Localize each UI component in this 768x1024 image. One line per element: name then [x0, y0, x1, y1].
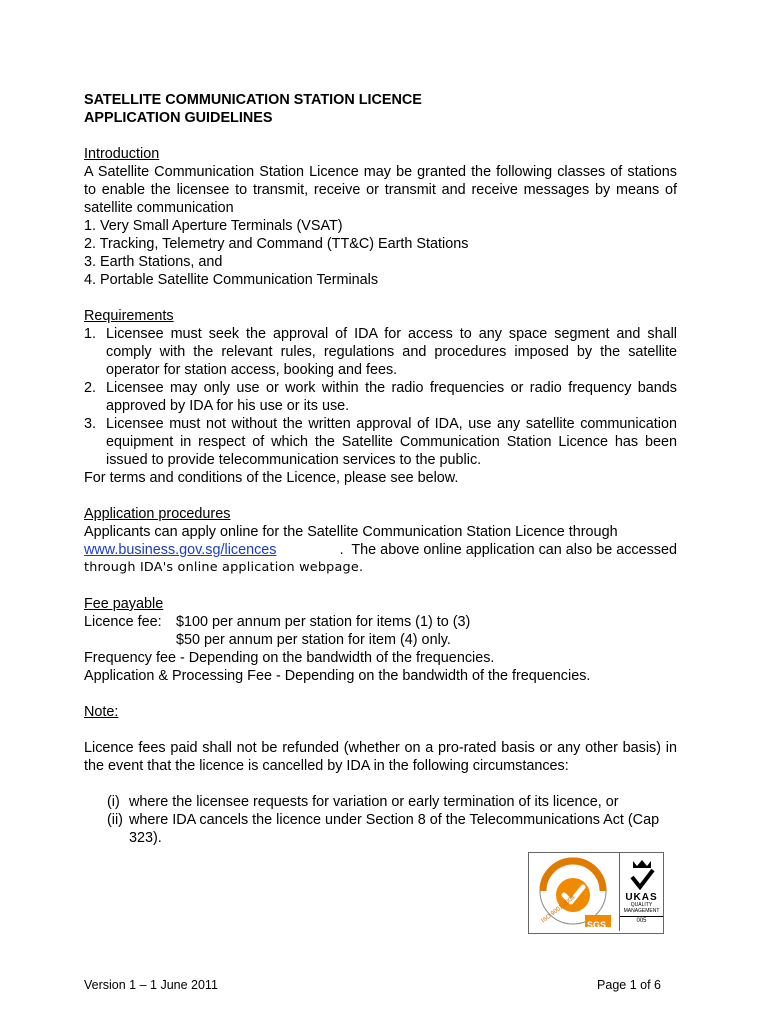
crown-tick-icon — [627, 857, 657, 891]
requirement-text: Licensee must seek the approval of IDA for access to any space segment and shall comply with the relevant rules, regulations and procedures imposed by the satellite operator for station access, booking and fees. — [106, 326, 677, 378]
application-heading: Application procedures — [84, 506, 231, 522]
intro-item: 4. Portable Satellite Communication Terminals — [84, 272, 379, 288]
circumstance-item — [107, 793, 677, 811]
circumstance-text: where IDA cancels the licence under Section 8 of the Telecommunications Act (Cap 323). — [129, 812, 660, 846]
requirement-item — [84, 325, 677, 379]
application-line-2 — [84, 541, 677, 559]
ukas-number: 005 — [620, 916, 663, 926]
intro-body: A Satellite Communication Station Licence may be granted the following classes of stations to enable the licensee to transmit, receive or transmit and receive messages by means of satellite communication — [84, 164, 677, 216]
application-line-1: Applicants can apply online for the Satellite Communication Station Licence through — [84, 524, 618, 540]
sgs-cert-label: ISO 9001:2008 — [540, 894, 577, 925]
certification-logos — [528, 852, 664, 934]
fees-heading: Fee payable — [84, 596, 164, 612]
circumstance-text: where the licensee requests for variation or early termination of its licence, or — [129, 794, 619, 810]
processing-fee: Application & Processing Fee - Depending on the bandwidth of the frequencies. — [84, 668, 591, 684]
intro-heading: Introduction — [84, 146, 160, 162]
circumstance-number: (ii) — [107, 812, 123, 828]
page-number: Page 1 of 6 — [597, 978, 661, 992]
version-label: Version 1 – 1 June 2011 — [84, 978, 218, 992]
ukas-sublabel: QUALITY MANAGEMENT — [623, 902, 660, 914]
intro-item: 1. Very Small Aperture Terminals (VSAT) — [84, 218, 343, 234]
licence-fee-row-2 — [84, 631, 677, 649]
page-footer — [84, 976, 661, 994]
requirement-item — [84, 379, 677, 415]
document-page — [84, 91, 677, 847]
requirement-number: 3. — [84, 416, 97, 432]
licence-fee-line-1: $100 per annum per station for items (1) to (3) — [176, 614, 471, 630]
intro-item: 3. Earth Stations, and — [84, 254, 223, 270]
note-body: Licence fees paid shall not be refunded (whether on a pro-rated basis or any other basis) in the event that the licence is cancelled by IDA in the following circumstances: — [84, 740, 677, 774]
circumstance-list — [84, 793, 677, 847]
requirement-number: 2. — [84, 380, 97, 396]
circumstance-number: (i) — [107, 794, 120, 810]
requirement-text: Licensee may only use or work within the radio frequencies or radio frequency bands approved by IDA for his use or its use. — [106, 380, 677, 414]
intro-item: 2. Tracking, Telemetry and Command (TT&C) Earth Stations — [84, 236, 469, 252]
requirements-footer: For terms and conditions of the Licence, please see below. — [84, 470, 459, 486]
ukas-logo — [620, 853, 663, 933]
application-line-3: through IDA's online application webpage. — [84, 560, 364, 575]
sgs-label: SGS — [587, 920, 607, 930]
ukas-label: UKAS — [625, 892, 658, 903]
sgs-logo — [529, 853, 620, 931]
licences-link[interactable]: www.business.gov.sg/licences — [84, 542, 277, 558]
circumstance-item — [107, 811, 677, 847]
licence-fee-label: Licence fee: — [84, 614, 162, 630]
note-heading: Note: — [84, 704, 119, 720]
licence-fee-row — [84, 613, 677, 631]
requirements-list — [84, 325, 677, 469]
doc-title-line-1: SATELLITE COMMUNICATION STATION LICENCE — [84, 92, 422, 108]
application-line-2-text: . The above online application can also be accessed — [339, 542, 677, 558]
licence-fee-line-2: $50 per annum per station for item (4) only. — [176, 632, 451, 648]
requirement-item — [84, 415, 677, 469]
requirement-text: Licensee must not without the written approval of IDA, use any satellite communication equipment in respect of which the Satellite Communication Station Licence has been issued to provide telecommunication services to the public. — [106, 416, 677, 468]
frequency-fee: Frequency fee - Depending on the bandwidth of the frequencies. — [84, 650, 495, 666]
requirements-heading: Requirements — [84, 308, 174, 324]
requirement-number: 1. — [84, 326, 97, 342]
doc-title-line-2: APPLICATION GUIDELINES — [84, 110, 273, 126]
